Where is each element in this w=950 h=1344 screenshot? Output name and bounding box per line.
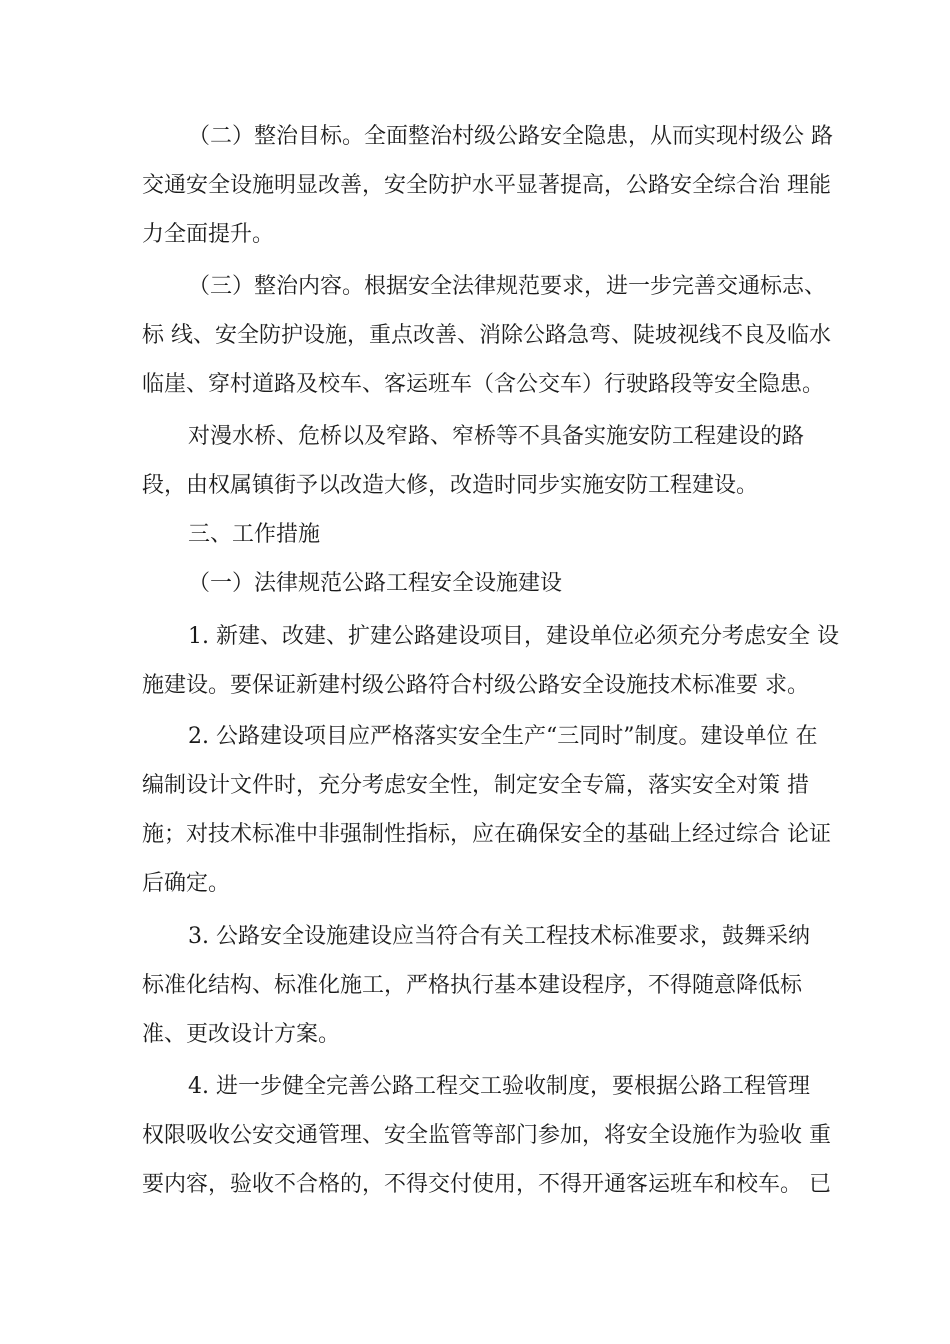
list-item-1 (142, 612, 839, 710)
subsection-heading (142, 559, 562, 608)
paragraph-line: 2. 公路建设项目应严格落实安全生产“三同时”制度。建设单位 在 (188, 724, 818, 749)
paragraph-line: 施建设。要保证新建村级公路符合村级公路安全设施技术标准要 求。 (142, 673, 809, 698)
paragraph-line: 力全面提升。 (142, 222, 275, 247)
list-item-4 (142, 1062, 831, 1209)
paragraph-bridges (142, 412, 804, 510)
paragraph-line: 准、更改设计方案。 (142, 1022, 341, 1047)
paragraph-line: 要内容，验收不合格的，不得交付使用，不得开通客运班车和校车。 已 (142, 1172, 831, 1197)
paragraph-line: 对漫水桥、危桥以及窄路、窄桥等不具备实施安防工程建设的路 (188, 424, 805, 449)
paragraph-line: 标准化结构、标准化施工，严格执行基本建设程序，不得随意降低标 (142, 973, 803, 998)
paragraph-line: 4. 进一步健全完善公路工程交工验收制度，要根据公路工程管理 (188, 1074, 810, 1099)
paragraph-line: 标 线、安全防护设施，重点改善、消除公路急弯、陡坡视线不良及临水 (142, 323, 831, 348)
paragraph-line: 3. 公路安全设施建设应当符合有关工程技术标准要求，鼓舞采纳 (188, 924, 810, 949)
paragraph-line: 施；对技术标准中非强制性指标，应在确保安全的基础上经过综合 论证 (142, 822, 831, 847)
paragraph-line: 段，由权属镇街予以改造大修，改造时同步实施安防工程建设。 (142, 473, 759, 498)
paragraph-line: 权限吸收公安交通管理、安全监管等部门参加，将安全设施作为验收 重 (142, 1123, 831, 1148)
paragraph-line: 1. 新建、改建、扩建公路建设项目，建设单位必须充分考虑安全 设 (188, 624, 839, 649)
section-heading-text: 三、工作措施 (188, 522, 321, 547)
paragraph-line: 编制设计文件时，充分考虑安全性，制定安全专篇，落实安全对策 措 (142, 773, 809, 798)
paragraph-target (142, 112, 833, 259)
section-heading (142, 510, 320, 559)
subsection-heading-text: （一）法律规范公路工程安全设施建设 (188, 571, 563, 596)
list-item-3 (142, 912, 810, 1059)
paragraph-line: （二）整治目标。全面整治村级公路安全隐患，从而实现村级公 路 (188, 124, 833, 149)
list-item-2 (142, 712, 831, 908)
paragraph-line: 临崖、穿村道路及校车、客运班车（含公交车）行驶路段等安全隐患。 (142, 372, 825, 397)
paragraph-line: 后确定。 (142, 871, 231, 896)
paragraph-line: （三）整治内容。根据安全法律规范要求，进一步完善交通标志、 (188, 274, 827, 299)
paragraph-line: 交通安全设施明显改善，安全防护水平显著提高，公路安全综合治 理能 (142, 173, 831, 198)
paragraph-content (142, 262, 831, 409)
